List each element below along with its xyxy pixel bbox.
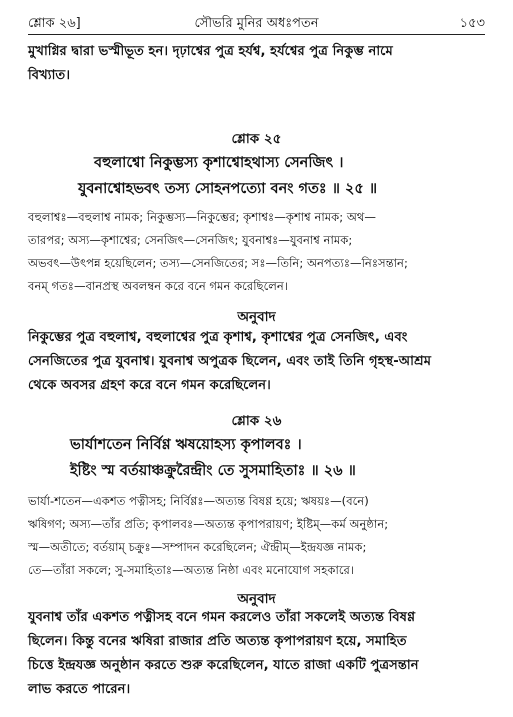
sloka-25-translation-heading: অনুবাদ (237, 309, 276, 325)
gloss-line: অভবৎ—উৎপন্ন হয়েছিলেন; তস্য—সেনজিতের; সঃ—তিনি; অনপত্যঃ—নিঃসন্তান; (28, 256, 408, 270)
translation-line: নিকুম্ভের পুত্র বহুলাশ্ব, বহুলাশ্বের পুত্র কৃশাশ্ব, কৃশাশ্বের পুত্র সেনজিৎ, এবং (28, 330, 408, 345)
verse-line: ভার্যাশতেন নির্বিণ্ণ ঋষয়োহস্য কৃপালবঃ । (70, 437, 302, 453)
sloka-25-word-meanings (28, 206, 485, 298)
gloss-line: ভার্যা-শতেন—একশত পত্নীসহ; নির্বিণ্ণঃ—অত্যন্ত বিষণ্ণ হয়ে; ঋষয়ঃ—(বনে) (28, 494, 369, 508)
verse-line: যুবনাশ্বোহভবৎ তস্য সোহনপত্যো বনং গতঃ ॥ ২৫ ॥ (78, 181, 378, 197)
page-number: ১৫৩ (459, 16, 485, 31)
sloka-26-verse (40, 432, 473, 484)
gloss-line: তে—তাঁরা সকলে; সু-সমাহিতাঃ—অত্যন্ত নিষ্ঠা এবং মনোযোগ সহকারে। (28, 563, 355, 577)
gloss-line: তারপর; অস্য—কৃশাশ্বের; সেনজিৎ—সেনজিৎ; যুবনাশ্বঃ—যুবনাশ্ব নামক; (28, 233, 353, 247)
running-header (28, 12, 485, 35)
intro-line: বিখ্যাত। (28, 68, 71, 83)
translation-line: যুবনাশ্ব তাঁর একশত পত্নীসহ বনে গমন করলেও তাঁরা সকলেই অত্যন্ত বিষণ্ণ (28, 610, 416, 625)
translation-line: লাভ করতে পারেন। (28, 682, 131, 697)
sloka-26-translation-heading: অনুবাদ (237, 591, 276, 607)
sloka-26-heading: শ্লোক ২৬ (231, 413, 282, 429)
sloka-25-verse (40, 150, 473, 202)
intro-paragraph (28, 40, 485, 88)
translation-line: ছিলেন। কিন্তু বনের ঋষিরা রাজার প্রতি অত্যন্ত কৃপাপরায়ণ হয়ে, সমাহিত (28, 634, 407, 649)
header-chapter-title: সৌভরি মুনির অধঃপতন (194, 16, 319, 31)
translation-line: থেকে অবসর গ্রহণ করে বনে গমন করেছিলেন। (28, 378, 271, 393)
verse-line: বহুলাশ্বো নিকুম্ভস্য কৃশাশ্বোহথাস্য সেনজিৎ । (94, 155, 344, 171)
sloka-26-word-meanings (28, 490, 485, 582)
gloss-line: ঋষিগণ; অস্য—তাঁর প্রতি; কৃপালবঃ—অত্যন্ত কৃপাপরায়ণ; ইষ্টিম্—কর্ম অনুষ্ঠান; (28, 517, 389, 531)
gloss-line: বহুলাশ্বঃ—বহুলাশ্ব নামক; নিকুম্ভস্য—নিকুম্ভের; কৃশাশ্বঃ—কৃশাশ্ব নামক; অথ— (28, 210, 377, 224)
gloss-line: বনম্ গতঃ—বানপ্রস্থ অবলম্বন করে বনে গমন করেছিলেন। (28, 279, 288, 293)
translation-line: সেনজিতের পুত্র যুবনাশ্ব। যুবনাশ্ব অপুত্রক ছিলেন, এবং তাই তিনি গৃহস্থ-আশ্রম (28, 354, 432, 369)
sloka-26-translation (28, 606, 485, 702)
translation-line: চিত্তে ইন্দ্রযজ্ঞ অনুষ্ঠান করতে শুরু করেছিলেন, যাতে রাজা একটি পুত্রসন্তান (28, 658, 419, 673)
sloka-25-heading: শ্লোক ২৫ (231, 131, 282, 147)
verse-line: ইষ্টিং স্ম বর্তয়াঞ্চক্রুরৈন্দ্রীং তে সুসমাহিতাঃ ॥ ২৬ ॥ (70, 463, 356, 479)
header-verse-ref: শ্লোক ২৬] (28, 16, 81, 31)
gloss-line: স্ম—অতীতে; বর্তয়াম্ চক্রুঃ—সম্পাদন করেছিলেন; ঐন্দ্রীম্—ইন্দ্রযজ্ঞ নামক; (28, 540, 367, 554)
sloka-25-translation (28, 326, 485, 398)
intro-line: মুখাগ্নির দ্বারা ভস্মীভূত হন। দৃঢ়াশ্বের পুত্র হর্যশ্ব, হর্যশ্বের পুত্র নিকুম্ভ নামে (28, 44, 393, 59)
